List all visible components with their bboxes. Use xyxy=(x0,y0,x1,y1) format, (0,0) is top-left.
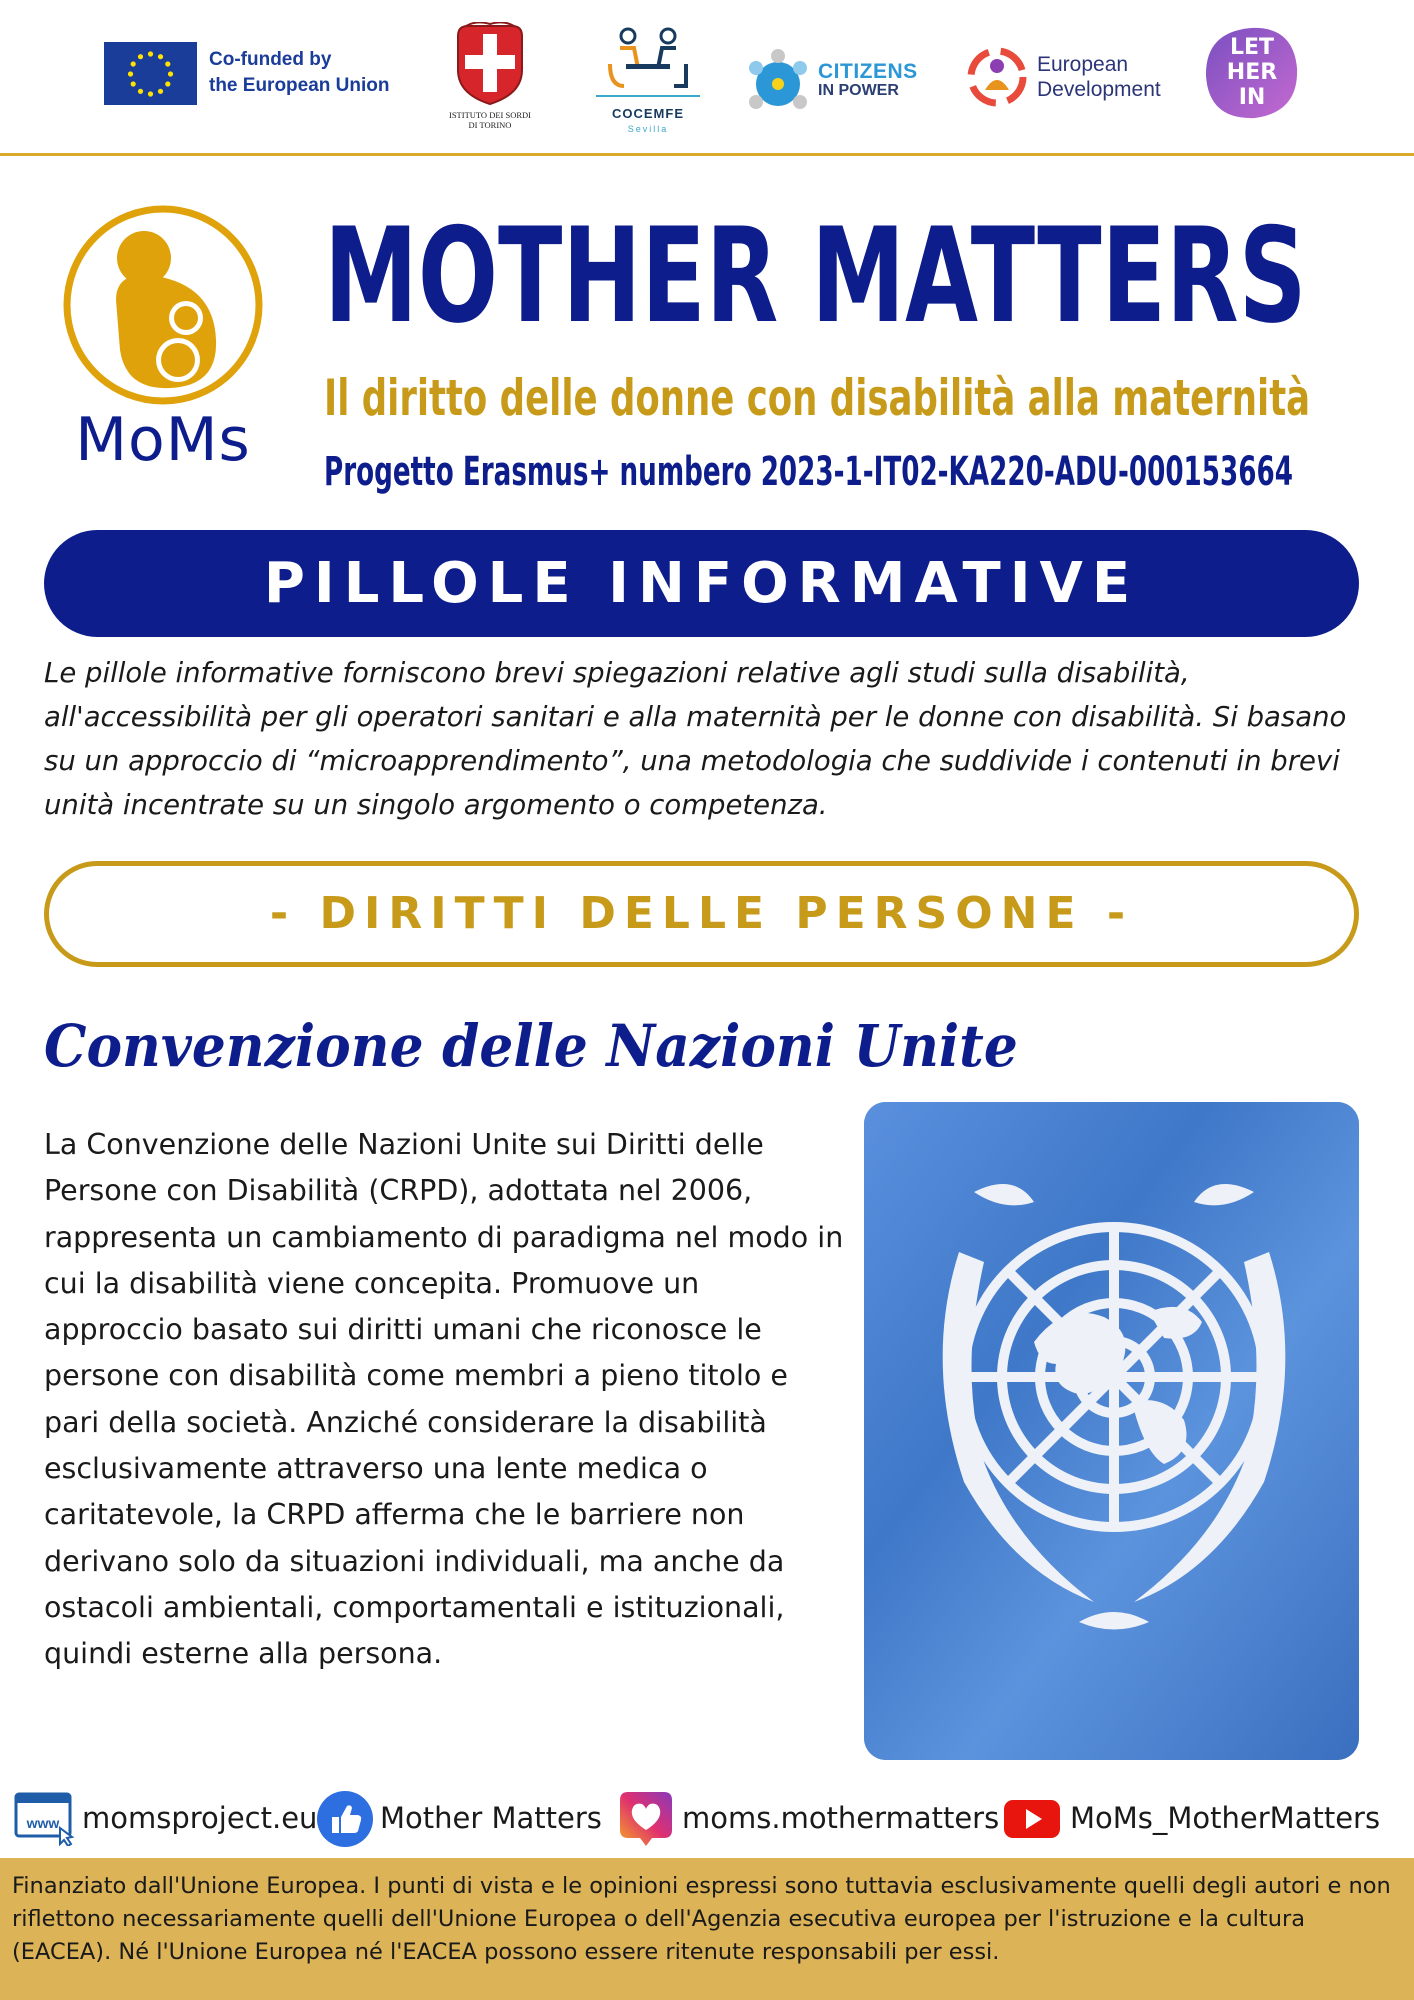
website-link[interactable] xyxy=(14,1790,318,1846)
globe-people-icon xyxy=(742,48,814,118)
page-subtitle: Il diritto delle donne con disabilità alla maternità xyxy=(324,369,1311,427)
youtube-play-icon xyxy=(1002,1790,1062,1846)
instagram-link[interactable] xyxy=(616,1790,1000,1846)
torino-line-2: DI TORINO xyxy=(468,120,512,130)
un-flag-image xyxy=(864,1102,1359,1760)
letherin-line-2: HER xyxy=(1226,60,1278,85)
web-icon-text: www xyxy=(26,1815,60,1831)
eu-disclaimer xyxy=(0,1858,1414,2000)
torino-line-1: ISTITUTO DEI SORDI xyxy=(448,110,531,120)
section-banner: - DIRITTI DELLE PERSONE - xyxy=(44,861,1359,967)
article-body: La Convenzione delle Nazioni Unite sui Diritti delle Persone con Disabilità (CRPD), adottata nel 2006, rappresenta un cambiamento di paradigma nel modo in cui la disabilità viene concepita. Promuove un approccio basato sui diritti umani che riconosce le persone con disabilità come membri a pieno titolo e pari della società. Anziché considerare la disabilità esclusivamente attraverso una lente medica o caritatevole, la CRPD afferma che le barriere non derivano solo da situazioni individuali, ma anche da ostacoli ambientali, comportamentali e istituzionali, quindi esterne alla persona. xyxy=(44,1128,844,1671)
eu-line-2: the European Union xyxy=(209,75,390,96)
youtube-text: MoMs_MotherMatters xyxy=(1070,1801,1381,1835)
page-title: MOTHER MATTERS xyxy=(324,199,1307,352)
citizens-in-power-logo xyxy=(742,48,922,118)
facebook-text: Mother Matters xyxy=(380,1801,602,1835)
moms-logo xyxy=(58,200,268,480)
web-icon xyxy=(14,1790,76,1846)
youtube-link[interactable] xyxy=(1002,1790,1402,1846)
eudev-line-2: Development xyxy=(1037,78,1161,101)
shield-cross-icon xyxy=(452,22,528,106)
people-circle-icon xyxy=(965,44,1029,110)
eu-line-1: Co-funded by xyxy=(209,49,332,70)
torino-logo xyxy=(440,22,540,137)
citizens-line-1: CITIZENS xyxy=(818,60,918,83)
instagram-heart-icon xyxy=(616,1790,676,1848)
cocemfe-logo xyxy=(590,24,706,139)
eu-flag-icon xyxy=(104,42,197,105)
header-divider xyxy=(0,153,1414,156)
people-table-icon xyxy=(590,24,706,104)
cocemfe-city-label: Sevilla xyxy=(627,124,669,134)
instagram-text: moms.mothermatters xyxy=(682,1801,1000,1835)
pillole-informative-banner: PILLOLE INFORMATIVE xyxy=(44,530,1359,637)
letherin-line-1: LET xyxy=(1229,35,1275,60)
article-title: Convenzione delle Nazioni Unite xyxy=(44,1012,1018,1080)
facebook-link[interactable] xyxy=(316,1790,606,1846)
european-development-logo xyxy=(965,44,1185,114)
facebook-like-icon xyxy=(316,1790,374,1848)
moms-logo-label: MoMs xyxy=(75,405,251,475)
let-her-in-logo xyxy=(1203,26,1301,120)
disclaimer-text: Finanziato dall'Unione Europea. I punti di vista e le opinioni espressi sono tuttavia esclusivamente quelli degli autori e non riflettono necessariamente quelli dell'Unione Europea o dell'Agenzia esecutiva europea per l'istruzione e la cultura (EACEA). Né l'Unione Europea né l'EACEA possono essere ritenute responsabili per essi. xyxy=(12,1873,1391,1965)
eudev-line-1: European xyxy=(1037,53,1129,76)
cocemfe-label: COCEMFE xyxy=(612,106,684,121)
eu-cofunded-label xyxy=(209,47,390,99)
partner-logo-bar xyxy=(0,0,1414,153)
letherin-line-3: IN xyxy=(1238,85,1266,110)
project-number: Progetto Erasmus+ numbero 2023-1-IT02-KA220-ADU-000153664 xyxy=(324,449,1293,495)
citizens-line-2: IN POWER xyxy=(818,82,899,99)
intro-paragraph: Le pillole informative forniscono brevi spiegazioni relative agli studi sulla disabilità, all'accessibilità per gli operatori sanitari e alla maternità per le donne con disabilità. Si basano su un approccio di “microapprendimento”, una metodologia che suddivide i contenuti in brevi unità incentrate su un singolo argomento o competenza. xyxy=(44,657,1347,821)
website-text: momsproject.eu xyxy=(82,1801,318,1835)
mother-child-icon xyxy=(58,200,268,410)
